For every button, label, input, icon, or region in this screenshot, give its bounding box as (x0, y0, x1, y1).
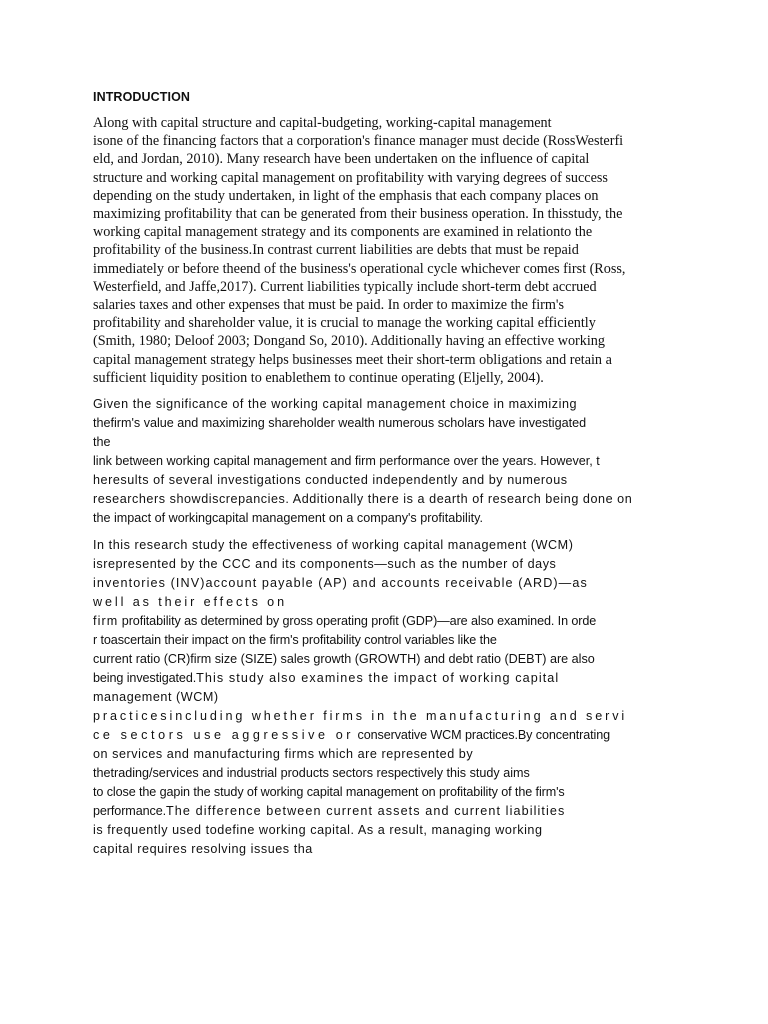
text-line: r toascertain their impact on the firm's profitability control variables like the (93, 633, 497, 648)
text-line: to close the gapin the study of working capital management on profitability of the firm's (93, 785, 565, 800)
text-line: depending on the study undertaken, in light of the emphasis that each company places on (93, 187, 599, 204)
text-line: thefirm's value and maximizing shareholder wealth numerous scholars have investigated (93, 416, 587, 431)
text-line: Westerfield, and Jaffe,2017). Current liabilities typically include short-term debt accrued (93, 278, 597, 295)
text-line: salaries taxes and other expenses that must be paid. In order to maximize the firm's (93, 297, 564, 314)
text-line: is frequently used todefine working capital. As a result, managing working (93, 823, 543, 838)
text-line: the (93, 435, 111, 450)
text-line: profitability and shareholder value, it is crucial to manage the working capital efficiently (93, 315, 596, 332)
text-line: profitability of the business.In contrast current liabilities are debts that must be repaid (93, 242, 579, 259)
text-run: firm (93, 614, 119, 629)
text-line: structure and working capital management on profitability with varying degrees of success (93, 169, 608, 186)
text-line (93, 669, 675, 688)
text-run: performance. (93, 804, 166, 819)
document-body (93, 88, 675, 867)
text-line: thetrading/services and industrial products sectors respectively this study aims (93, 766, 530, 781)
text-line: Given the significance of the working capital management choice in maximizing (93, 397, 578, 412)
text-line: sufficient liquidity position to enablethem to continue operating (Eljelly, 2004). (93, 369, 544, 386)
text-run: being investigated. (93, 671, 197, 686)
text-line: In this research study the effectiveness of working capital management (WCM) (93, 538, 574, 553)
paragraph-2 (93, 395, 675, 528)
text-run: conservative WCM practices.By concentrating (354, 728, 611, 743)
text-line: capital requires resolving issues tha (93, 842, 313, 857)
text-line: current ratio (CR)firm size (SIZE) sales growth (GROWTH) and debt ratio (DEBT) are also (93, 652, 595, 667)
text-run: This study also examines the impact of working capital (196, 671, 560, 686)
text-line: working capital management strategy and its components are examined in relationto the (93, 224, 593, 241)
text-run: ce sectors use aggressive or (93, 728, 355, 743)
text-run: The difference between current assets and current liabilities (166, 804, 566, 819)
text-line: eld, and Jordan, 2010). Many research have been undertaken on the influence of capital (93, 151, 590, 168)
text-line (93, 612, 675, 631)
text-line (93, 802, 675, 821)
text-line: (Smith, 1980; Deloof 2003; Dongand So, 2010). Additionally having an effective working (93, 333, 605, 350)
text-line: management (WCM) (93, 690, 219, 705)
text-line: capital management strategy helps businesses meet their short-term obligations and retain a (93, 351, 612, 368)
section-heading: INTRODUCTION (93, 90, 191, 104)
text-line: link between working capital management and firm performance over the years. However, t (93, 454, 600, 469)
text-line: Along with capital structure and capital-budgeting, working-capital management (93, 115, 552, 131)
text-line: inventories (INV)account payable (AP) and accounts receivable (ARD)—as (93, 576, 588, 591)
text-line: isone of the financing factors that a corporation's finance manager must decide (RossWesterfi (93, 133, 624, 150)
text-run: profitability as determined by gross operating profit (GDP)—are also examined. In orde (118, 614, 597, 629)
text-line: immediately or before theend of the business's operational cycle whichever comes first (Ross, (93, 260, 626, 277)
text-line: practicesincluding whether firms in the manufacturing and servi (93, 709, 628, 724)
text-line: well as their effects on (93, 595, 287, 610)
text-line: the impact of workingcapital management on a company's profitability. (93, 511, 483, 526)
paragraph-3 (93, 536, 675, 859)
text-line: on services and manufacturing firms which are represented by (93, 747, 474, 762)
text-line: maximizing profitability that can be generated from their business operation. In thisstudy, the (93, 206, 623, 223)
text-line: researchers showdiscrepancies. Additionally there is a dearth of research being done on (93, 492, 633, 507)
text-line (93, 726, 675, 745)
text-line: isrepresented by the CCC and its components—such as the number of days (93, 557, 557, 572)
text-line: heresults of several investigations conducted independently and by numerous (93, 473, 568, 488)
paragraph-1 (93, 114, 675, 387)
